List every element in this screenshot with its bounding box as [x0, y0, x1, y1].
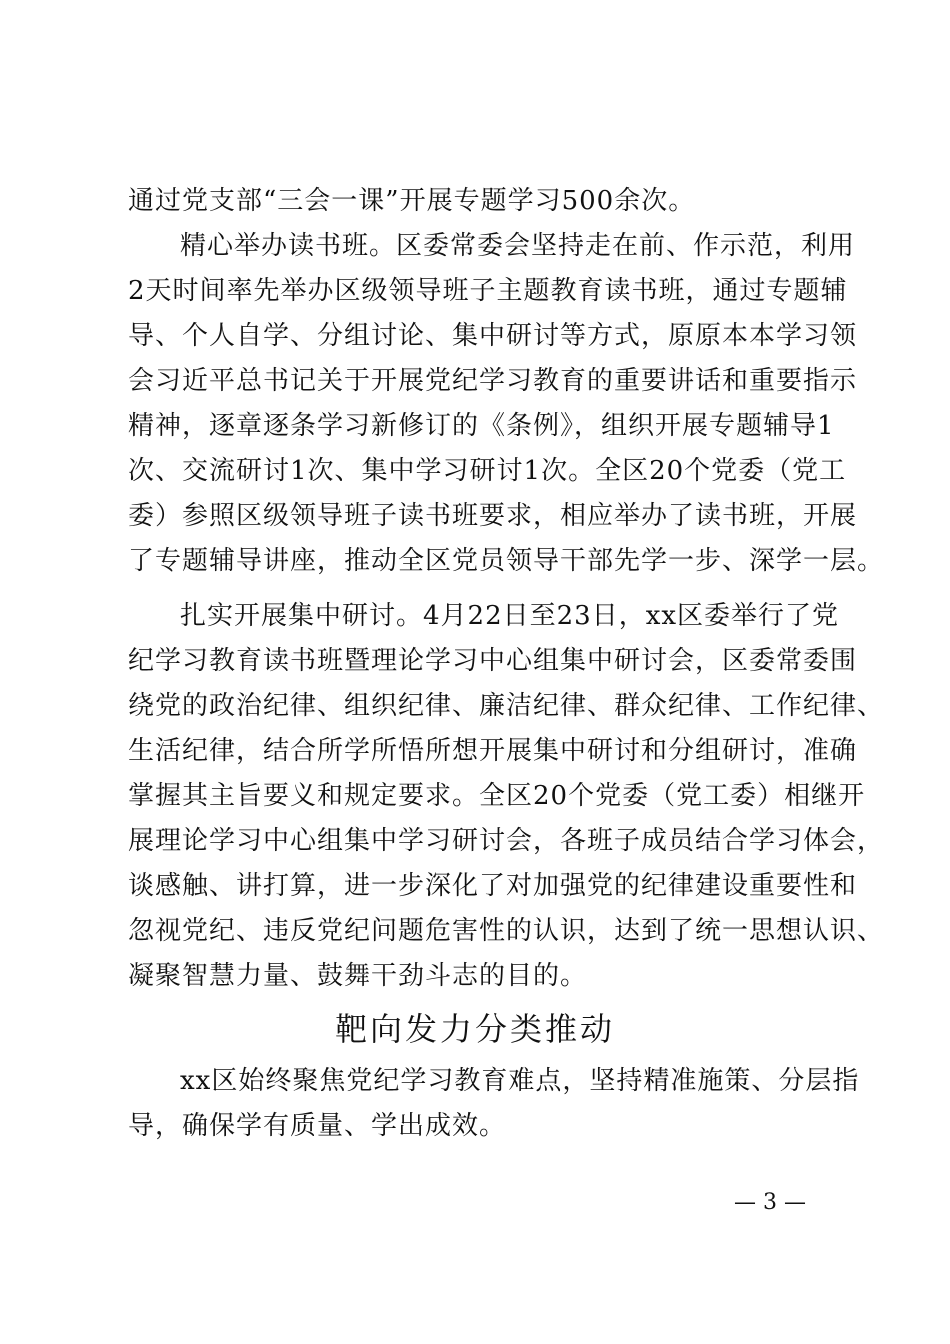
paragraph-line: 导、个人自学、分组讨论、集中研讨等方式，原原本本学习领 — [128, 321, 858, 351]
paragraph-line: 导，确保学有质量、学出成效。 — [128, 1111, 507, 1141]
paragraph-line: 纪学习教育读书班暨理论学习中心组集中研讨会，区委常委围 — [128, 646, 858, 676]
paragraph-line: 展理论学习中心组集中学习研讨会，各班子成员结合学习体会， — [128, 826, 885, 856]
paragraph-line: 了专题辅导讲座，推动全区党员领导干部先学一步、深学一层。 — [128, 546, 885, 576]
paragraph-line: 通过党支部“三会一课”开展专题学习500余次。 — [128, 186, 696, 216]
section-heading: 靶向发力分类推动 — [334, 1010, 615, 1048]
paragraph-line: 忽视党纪、违反党纪问题危害性的认识，达到了统一思想认识、 — [128, 916, 885, 946]
paragraph-line: 生活纪律，结合所学所悟所想开展集中研讨和分组研讨，准确 — [128, 736, 858, 766]
paragraph-line: 2天时间率先举办区级领导班子主题教育读书班，通过专题辅 — [128, 276, 848, 306]
paragraph-line: 委）参照区级领导班子读书班要求，相应举办了读书班，开展 — [128, 501, 858, 531]
paragraph-line: 扎实开展集中研讨。4月22日至23日，xx区委举行了党 — [180, 601, 840, 631]
page-number: — 3 — — [734, 1190, 806, 1215]
paragraph-line: 谈感触、讲打算，进一步深化了对加强党的纪律建设重要性和 — [128, 871, 858, 901]
paragraph-line: 次、交流研讨1次、集中学习研讨1次。全区20个党委（党工 — [128, 456, 847, 486]
paragraph-line: xx区始终聚焦党纪学习教育难点，坚持精准施策、分层指 — [180, 1066, 860, 1096]
paragraph-line: 精心举办读书班。区委常委会坚持走在前、作示范，利用 — [180, 231, 856, 261]
paragraph-line: 会习近平总书记关于开展党纪学习教育的重要讲话和重要指示 — [128, 366, 858, 396]
paragraph-line: 绕党的政治纪律、组织纪律、廉洁纪律、群众纪律、工作纪律、 — [128, 691, 885, 721]
paragraph-line: 精神，逐章逐条学习新修订的《条例》，组织开展专题辅导1 — [128, 411, 835, 441]
paragraph-line: 掌握其主旨要义和规定要求。全区20个党委（党工委）相继开 — [128, 781, 866, 811]
paragraph-line: 凝聚智慧力量、鼓舞干劲斗志的目的。 — [128, 961, 588, 991]
